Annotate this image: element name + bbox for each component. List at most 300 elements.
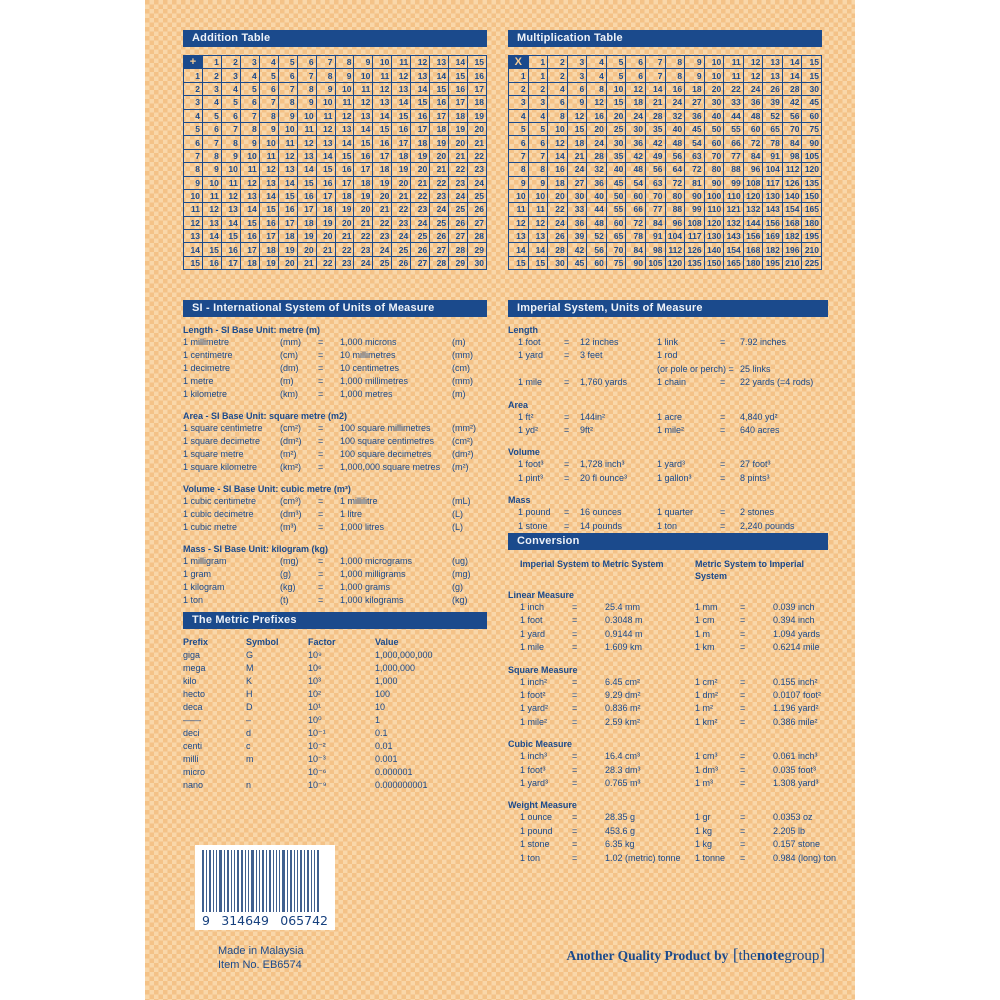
value-cell: 45: [606, 176, 626, 189]
value-cell: 23: [373, 230, 392, 243]
cell: (ug): [452, 556, 469, 566]
cell: =: [564, 337, 570, 347]
value-cell: 12: [240, 176, 259, 189]
value-cell: 19: [297, 230, 316, 243]
value-cell: 120: [802, 163, 822, 176]
table-row: [184, 189, 487, 202]
data-row: [508, 614, 828, 627]
value-cell: 8: [202, 149, 221, 162]
table-row: [184, 149, 487, 162]
cell: M: [246, 663, 254, 673]
value-cell: 14: [316, 149, 335, 162]
prefix-row: [183, 649, 487, 662]
cell: n: [246, 780, 252, 790]
cell: 1 square decimetre: [183, 436, 261, 446]
bar: [273, 850, 274, 912]
value-cell: 39: [763, 96, 783, 109]
data-row: [183, 375, 487, 388]
value-cell: 4: [221, 82, 240, 95]
value-cell: 44: [587, 203, 607, 216]
header-cell: 1: [202, 56, 221, 69]
cell: 0.0107 foot²: [773, 690, 822, 701]
data-row: [183, 362, 487, 375]
cell: =: [740, 852, 746, 863]
cell: 12 inches: [580, 337, 619, 347]
imperial-section-title: Imperial System, Units of Measure: [508, 300, 828, 317]
value-cell: 84: [645, 216, 665, 229]
value-cell: 60: [626, 189, 646, 202]
operator-cell: +: [184, 56, 203, 69]
value-cell: 72: [665, 176, 685, 189]
value-cell: 16: [430, 96, 449, 109]
table-row: [509, 243, 822, 256]
cell: =: [720, 472, 726, 483]
value-cell: 48: [587, 216, 607, 229]
prefix-row: [183, 740, 487, 753]
cell: 1,000 metres: [340, 389, 393, 399]
cell: =: [740, 812, 746, 823]
cell: 1 square metre: [183, 449, 244, 459]
cell: 25.4 mm: [605, 602, 641, 612]
cell: 1.02 (metric) tonne: [605, 852, 681, 863]
data-row: [508, 424, 828, 437]
cell: 1 m: [695, 628, 711, 639]
value-cell: 20: [449, 136, 468, 149]
cell: 453.6 g: [605, 825, 636, 836]
value-cell: 50: [606, 189, 626, 202]
value-cell: 16: [316, 176, 335, 189]
row-header-cell: 3: [509, 96, 529, 109]
cell: 0.155 inch²: [773, 676, 818, 687]
cell: (mg): [452, 569, 471, 579]
value-cell: 15: [449, 69, 468, 82]
value-cell: 16: [587, 109, 607, 122]
cell: 1 dm³: [695, 764, 719, 775]
row-header-cell: 15: [509, 256, 529, 269]
bar: [287, 850, 288, 912]
bar: [202, 850, 204, 912]
value-cell: 18: [373, 163, 392, 176]
value-cell: 126: [685, 243, 705, 256]
cell: 0.039 inch: [773, 602, 815, 612]
cell: 1 m²: [695, 703, 713, 714]
value-cell: 16: [665, 82, 685, 95]
row-header-cell: 1: [184, 69, 203, 82]
data-row: [508, 838, 828, 851]
value-cell: 11: [278, 136, 297, 149]
cell: (m): [280, 376, 294, 386]
value-cell: 49: [645, 149, 665, 162]
value-cell: 88: [665, 203, 685, 216]
value-cell: 7: [645, 69, 665, 82]
value-cell: 22: [449, 163, 468, 176]
data-row: [508, 363, 828, 376]
value-cell: 11: [316, 109, 335, 122]
cell: 1,000 kilograms: [340, 595, 404, 605]
cell: (t): [280, 595, 289, 605]
value-cell: 8: [587, 82, 607, 95]
value-cell: 23: [354, 243, 373, 256]
value-cell: 77: [724, 149, 744, 162]
cell: =: [572, 628, 578, 639]
value-cell: 9: [202, 163, 221, 176]
data-row: [508, 750, 828, 763]
data-row: [183, 349, 487, 362]
row-header-cell: 10: [509, 189, 529, 202]
cell: 0.386 mile²: [773, 716, 818, 727]
value-cell: 19: [335, 203, 354, 216]
cell: 2.205 lb: [773, 825, 806, 836]
value-cell: 12: [354, 96, 373, 109]
value-cell: 10: [221, 163, 240, 176]
row-header-cell: 11: [509, 203, 529, 216]
cell: 1 m³: [695, 778, 713, 789]
value-cell: 12: [587, 96, 607, 109]
cell: 1 pint³: [518, 472, 544, 483]
cell: =: [318, 509, 324, 519]
cell: (cm): [452, 363, 470, 373]
cell: 1 mile²: [520, 716, 548, 727]
bar: [294, 850, 295, 912]
data-row: [183, 461, 487, 474]
group-heading: Area: [508, 399, 529, 410]
value-cell: 27: [430, 243, 449, 256]
value-cell: 90: [802, 136, 822, 149]
cell: 1 stone: [518, 520, 548, 531]
value-cell: 18: [685, 82, 705, 95]
row-header-cell: 12: [509, 216, 529, 229]
cell: =: [740, 642, 746, 653]
header-cell: 4: [587, 56, 607, 69]
digit-group: 065742: [280, 913, 328, 928]
value-cell: 18: [449, 109, 468, 122]
table-row: [509, 69, 822, 82]
value-cell: 20: [704, 82, 724, 95]
table-row: [184, 243, 487, 256]
cell: 0.394 inch: [773, 615, 815, 626]
value-cell: 18: [430, 122, 449, 135]
cell: (dm²): [280, 436, 302, 446]
value-cell: 17: [449, 96, 468, 109]
value-cell: 26: [763, 82, 783, 95]
value-cell: 40: [606, 163, 626, 176]
value-cell: 14: [240, 203, 259, 216]
value-cell: 28: [782, 82, 802, 95]
value-cell: 21: [297, 256, 316, 269]
cell: 0.157 stone: [773, 839, 821, 850]
cell: 6.45 cm²: [605, 676, 641, 687]
cell: =: [740, 716, 746, 727]
value-cell: 16: [373, 136, 392, 149]
group-heading: Area - SI Base Unit: square metre (m2): [183, 411, 348, 421]
value-cell: 15: [354, 136, 373, 149]
value-cell: 10: [297, 109, 316, 122]
cell: (g): [452, 582, 463, 592]
manufacture-info: [218, 944, 304, 972]
value-cell: 25: [449, 203, 468, 216]
bar: [314, 850, 315, 912]
value-cell: 140: [782, 189, 802, 202]
cell: 1: [375, 715, 381, 725]
value-cell: 14: [782, 69, 802, 82]
cell: =: [318, 595, 324, 605]
value-cell: 28: [449, 243, 468, 256]
value-cell: 13: [392, 82, 411, 95]
value-cell: 21: [316, 243, 335, 256]
row-header-cell: 6: [509, 136, 529, 149]
cell: =: [572, 690, 578, 701]
value-cell: 14: [430, 69, 449, 82]
value-cell: 44: [724, 109, 744, 122]
value-cell: 24: [548, 216, 568, 229]
cell: 1 ton: [183, 595, 204, 605]
value-cell: 32: [665, 109, 685, 122]
cell: kilo: [183, 676, 197, 686]
value-cell: 130: [763, 189, 783, 202]
imperial-groups: [508, 324, 828, 533]
imperial-units-section: [508, 300, 828, 533]
cell: =: [318, 389, 324, 399]
value-cell: 25: [411, 230, 430, 243]
value-cell: 15: [297, 176, 316, 189]
bracket-close: ]: [819, 945, 825, 964]
value-cell: 3: [202, 82, 221, 95]
bar: [213, 850, 214, 912]
value-cell: 54: [626, 176, 646, 189]
value-cell: 36: [685, 109, 705, 122]
cell: [564, 363, 580, 376]
cell: 9.29 dm²: [605, 690, 641, 701]
value-cell: 21: [449, 149, 468, 162]
cell: 0.0353 oz: [773, 812, 813, 823]
value-cell: 13: [316, 136, 335, 149]
prefix-row: [183, 727, 487, 740]
value-cell: 65: [763, 122, 783, 135]
group-heading: Mass: [508, 495, 531, 506]
value-cell: 8: [528, 163, 548, 176]
value-cell: 108: [685, 216, 705, 229]
value-cell: 36: [567, 216, 587, 229]
value-cell: 110: [724, 189, 744, 202]
cell: (dm³): [280, 509, 302, 519]
value-cell: 16: [468, 69, 487, 82]
value-cell: 75: [606, 256, 626, 269]
value-cell: 60: [587, 256, 607, 269]
cell: 1,000 micrograms: [340, 556, 413, 566]
value-cell: 15: [240, 216, 259, 229]
row-header-cell: 4: [509, 109, 529, 122]
value-cell: 36: [626, 136, 646, 149]
value-cell: 16: [411, 109, 430, 122]
table-row: [509, 149, 822, 162]
value-cell: 81: [685, 176, 705, 189]
bar: [317, 850, 319, 912]
value-cell: 144: [743, 216, 763, 229]
value-cell: 19: [259, 256, 278, 269]
value-cell: 10: [606, 82, 626, 95]
bar: [279, 850, 280, 912]
cell: (mm): [452, 376, 473, 386]
value-cell: 13: [202, 216, 221, 229]
value-cell: 196: [782, 243, 802, 256]
cell: =: [740, 602, 746, 612]
cell: 10: [375, 702, 386, 712]
cell: =: [564, 425, 570, 436]
row-header-cell: 13: [184, 230, 203, 243]
data-row: [508, 336, 828, 349]
bar: [224, 850, 225, 912]
cell: 10⁻¹: [308, 728, 326, 738]
prefix-row: [183, 688, 487, 701]
group-heading: Weight Measure: [508, 800, 577, 811]
cell: 0.3048 m: [605, 615, 643, 626]
cell: 1 litre: [340, 509, 363, 519]
value-cell: 10: [240, 149, 259, 162]
table-row: [184, 122, 487, 135]
cell: d: [246, 728, 252, 738]
value-cell: 143: [724, 230, 744, 243]
table-row: [509, 122, 822, 135]
cell: 28.3 dm³: [605, 764, 641, 775]
value-cell: 126: [782, 176, 802, 189]
row-header-cell: 14: [184, 243, 203, 256]
value-cell: 14: [392, 96, 411, 109]
value-cell: 120: [743, 189, 763, 202]
cell: 0.836 m²: [605, 703, 641, 714]
value-cell: 15: [316, 163, 335, 176]
value-cell: 2: [528, 82, 548, 95]
cell: 1 gr: [695, 812, 711, 823]
cell: 25 links: [740, 363, 771, 374]
value-cell: 2: [548, 69, 568, 82]
value-cell: 150: [704, 256, 724, 269]
data-row: [508, 702, 828, 715]
value-cell: 16: [335, 163, 354, 176]
cell: =: [318, 350, 324, 360]
value-cell: 15: [259, 203, 278, 216]
cell: (g): [280, 569, 291, 579]
value-cell: 23: [430, 189, 449, 202]
value-cell: 12: [392, 69, 411, 82]
value-cell: 18: [240, 256, 259, 269]
cell: 10 millimetres: [340, 350, 396, 360]
value-cell: 12: [373, 82, 392, 95]
value-cell: 30: [548, 256, 568, 269]
addition-table-host: [183, 55, 487, 270]
cell: 1,000 grams: [340, 582, 391, 592]
value-cell: 78: [626, 230, 646, 243]
value-cell: 168: [782, 216, 802, 229]
cell: 3 feet: [580, 350, 603, 361]
data-row: [183, 448, 487, 461]
multiplication-table: [508, 55, 822, 270]
operator-cell: X: [509, 56, 529, 69]
value-cell: 10: [259, 136, 278, 149]
value-cell: 26: [548, 230, 568, 243]
cell: 1.094 yards: [773, 628, 821, 639]
value-cell: 182: [763, 243, 783, 256]
table-row: [184, 230, 487, 243]
value-cell: 28: [645, 109, 665, 122]
group-heading: Mass - SI Base Unit: kilogram (kg): [183, 544, 329, 554]
value-cell: 42: [782, 96, 802, 109]
value-cell: 52: [763, 109, 783, 122]
value-cell: 91: [763, 149, 783, 162]
value-cell: 11: [373, 69, 392, 82]
header-cell: 6: [626, 56, 646, 69]
cell: 1 cubic decimetre: [183, 509, 254, 519]
bar: [206, 850, 207, 912]
data-row: [183, 388, 487, 401]
cell: [246, 766, 308, 779]
row-header-cell: 10: [184, 189, 203, 202]
value-cell: 22: [548, 203, 568, 216]
value-cell: 24: [373, 243, 392, 256]
table-row: [509, 203, 822, 216]
cell: 0.765 m³: [605, 778, 641, 789]
bar: [209, 850, 211, 912]
cell: 1 cm²: [695, 676, 718, 687]
cell: 100: [375, 689, 391, 699]
si-units-section: [183, 300, 487, 607]
value-cell: 6: [548, 96, 568, 109]
cell: 1 acre: [657, 411, 683, 422]
value-cell: 99: [724, 176, 744, 189]
value-cell: 13: [354, 109, 373, 122]
value-cell: 180: [802, 216, 822, 229]
value-cell: 182: [782, 230, 802, 243]
cell: 1,000 millimetres: [340, 376, 409, 386]
header-cell: 11: [724, 56, 744, 69]
cell: 1 cubic centimetre: [183, 496, 257, 506]
value-cell: 24: [468, 176, 487, 189]
value-cell: 21: [468, 136, 487, 149]
cell: 0.9144 m: [605, 628, 643, 639]
value-cell: 15: [202, 243, 221, 256]
cell: 1,760 yards: [580, 377, 628, 388]
value-cell: 32: [587, 163, 607, 176]
value-cell: 17: [430, 109, 449, 122]
value-cell: 19: [449, 122, 468, 135]
multiplication-table-section: [508, 30, 822, 270]
group-heading: Length: [508, 325, 538, 335]
exercise-book-back-cover: [145, 0, 855, 1000]
value-cell: 35: [606, 149, 626, 162]
value-cell: 13: [259, 176, 278, 189]
cell: 1 kg: [695, 825, 713, 836]
cell: m: [246, 754, 254, 764]
value-cell: 6: [202, 122, 221, 135]
value-cell: 65: [606, 230, 626, 243]
cell: 1 km²: [695, 716, 718, 727]
value-cell: 18: [335, 189, 354, 202]
value-cell: 48: [665, 136, 685, 149]
cell: 1 square kilometre: [183, 462, 258, 472]
cell: =: [740, 825, 746, 836]
value-cell: 90: [685, 189, 705, 202]
data-row: [183, 495, 487, 508]
bar: [311, 850, 312, 912]
cell: 1 millilitre: [340, 496, 378, 506]
value-cell: 42: [645, 136, 665, 149]
value-cell: 15: [373, 122, 392, 135]
column-header: Symbol: [246, 637, 279, 647]
data-row: [508, 628, 828, 641]
item-number-label: Item No. EB6574: [218, 959, 302, 971]
value-cell: 14: [202, 230, 221, 243]
value-cell: 84: [782, 136, 802, 149]
value-cell: 8: [278, 96, 297, 109]
